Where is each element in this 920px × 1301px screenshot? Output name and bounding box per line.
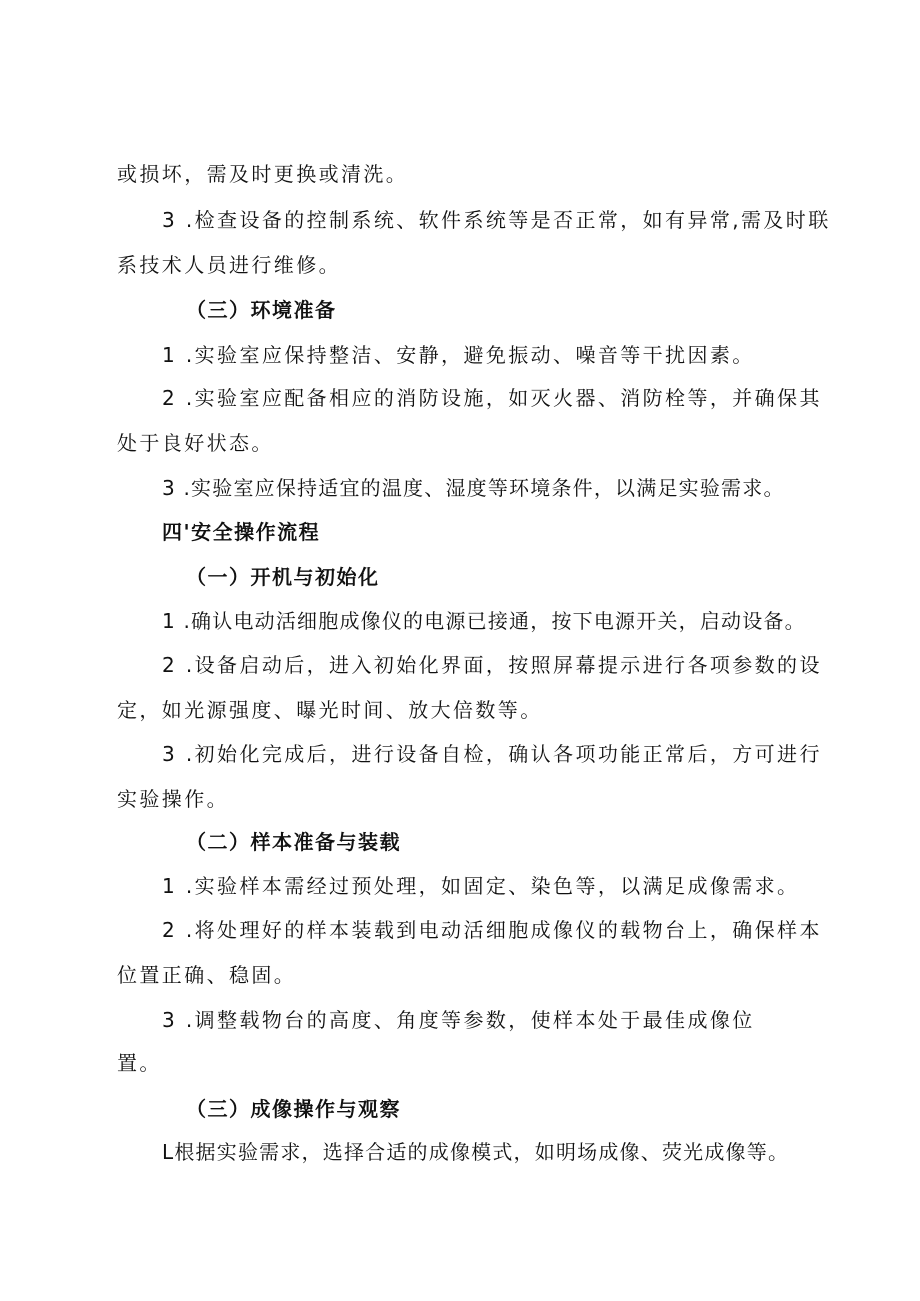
section-heading: （二）样本准备与装载	[186, 830, 401, 854]
text-line: 或损坏，需及时更换或清洗。	[117, 162, 409, 186]
text-line: 定，如光源强度、曝光时间、放大倍数等。	[117, 698, 543, 722]
section-heading: （三）环境准备	[186, 298, 337, 322]
list-item-text: 2 .设备启动后，进入初始化界面，按照屏幕提示进行各项参数的设	[162, 653, 822, 677]
text-line: 置。	[117, 1051, 162, 1075]
list-item-text: 2 .实验室应配备相应的消防设施，如灭火器、消防栓等，并确保其	[162, 386, 822, 410]
text-line: 处于良好状态。	[117, 431, 274, 455]
text-line: 系技术人员进行维修。	[117, 253, 341, 277]
list-item-text: 3 .检查设备的控制系统、软件系统等是否正常，如有异常,需及时联	[162, 208, 831, 232]
list-item-text: 2 .将处理好的样本装载到电动活细胞成像仪的载物台上，确保样本	[162, 918, 822, 942]
chapter-heading: 四'安全操作流程	[162, 520, 321, 544]
list-item-text: 3 .初始化完成后，进行设备自检，确认各项功能正常后，方可进行	[162, 742, 822, 766]
section-heading: （三）成像操作与观察	[186, 1097, 401, 1121]
list-item-text: L根据实验需求，选择合适的成像模式，如明场成像、荧光成像等。	[162, 1140, 790, 1164]
list-item-text: 3 .调整载物台的高度、角度等参数，使样本处于最佳成像位	[162, 1008, 755, 1032]
text-line: 实验操作。	[117, 787, 229, 811]
text-line: 位置正确、稳固。	[117, 963, 297, 987]
list-item-text: 1 .确认电动活细胞成像仪的电源已接通，按下电源开关，启动设备。	[162, 609, 806, 633]
list-item-text: 3 .实验室应保持适宜的温度、湿度等环境条件，以满足实验需求。	[162, 476, 785, 500]
list-item-text: 1 .实验样本需经过预处理，如固定、染色等，以满足成像需求。	[162, 874, 800, 898]
section-heading: （一）开机与初始化	[186, 565, 380, 589]
list-item-text: 1 .实验室应保持整洁、安静，避免振动、噪音等干扰因素。	[162, 343, 755, 367]
